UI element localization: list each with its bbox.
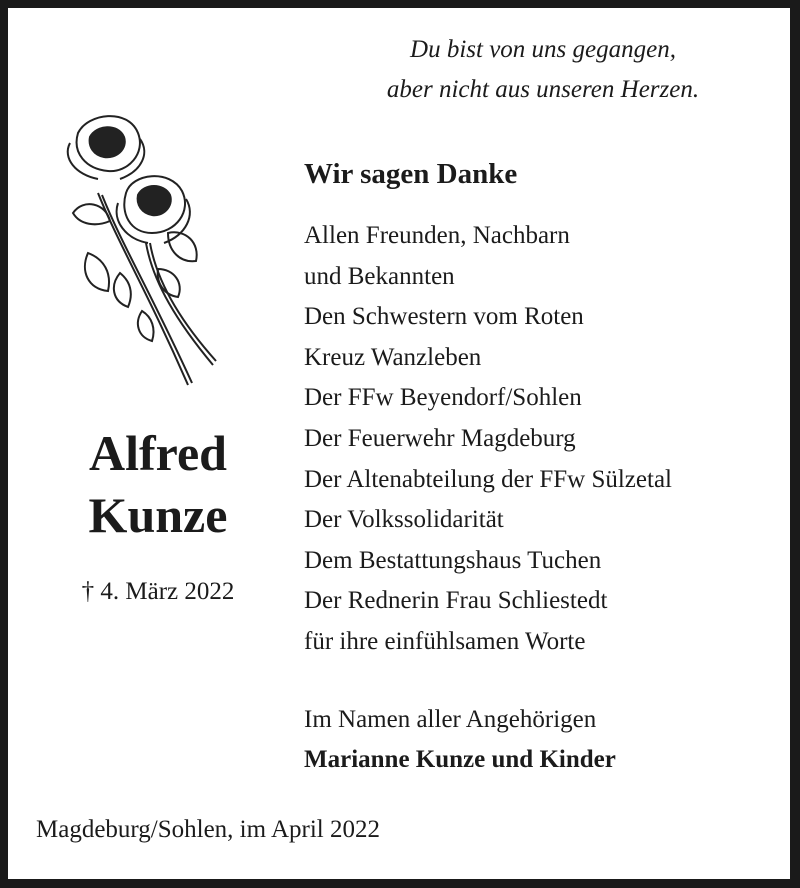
thanks-list <box>304 216 672 663</box>
obituary-card <box>8 8 790 879</box>
death-date: † 4. März 2022 <box>81 578 235 605</box>
place-date: Magdeburg/Sohlen, im April 2022 <box>36 816 380 843</box>
thanks-line: Kreuz Wanzleben <box>304 343 482 371</box>
deceased-name <box>38 422 278 546</box>
signoff <box>304 700 616 780</box>
thanks-line: Dem Bestattungshaus Tuchen <box>304 546 602 574</box>
motto <box>328 30 758 110</box>
thanks-line: Den Schwestern vom Roten <box>304 303 584 331</box>
thanks-line: Der FFw Beyendorf/Sohlen <box>304 384 582 412</box>
thanks-line: Der Volkssolidarität <box>304 506 504 534</box>
first-name: Alfred <box>89 425 227 481</box>
last-name: Kunze <box>88 487 228 543</box>
family-signature: Marianne Kunze und Kinder <box>304 746 616 773</box>
thanks-line: Der Altenabteilung der FFw Sülzetal <box>304 465 672 493</box>
motto-line-1: Du bist von uns gegangen, <box>410 36 676 63</box>
motto-line-2: aber nicht aus unseren Herzen. <box>386 76 700 103</box>
thanks-title: Wir sagen Danke <box>304 158 518 190</box>
signoff-line: Im Namen aller Angehörigen <box>304 706 597 733</box>
thanks-line: für ihre einfühlsamen Worte <box>304 627 586 655</box>
roses-icon <box>58 103 218 393</box>
thanks-line: Der Rednerin Frau Schliestedt <box>304 587 608 615</box>
thanks-line: Der Feuerwehr Magdeburg <box>304 424 576 452</box>
thanks-line: Allen Freunden, Nachbarn <box>304 222 570 249</box>
thanks-line: und Bekannten <box>304 262 455 290</box>
